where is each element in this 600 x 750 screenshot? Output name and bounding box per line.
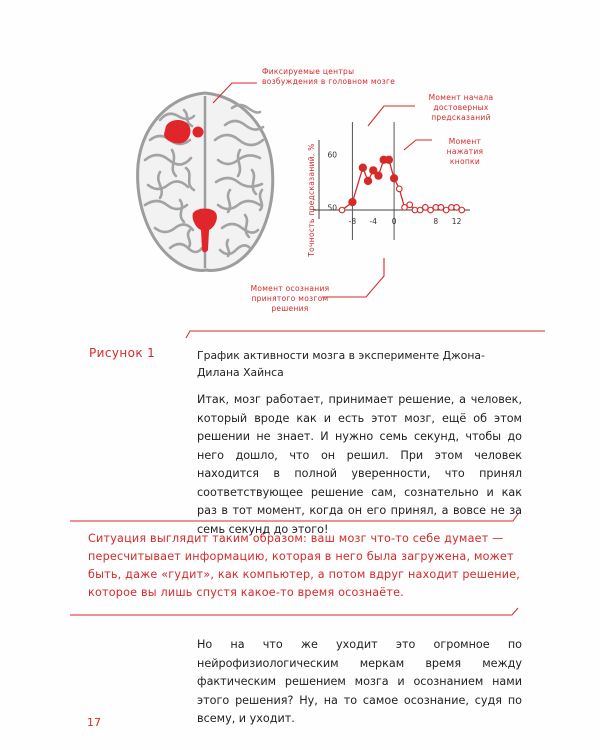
y-tick-label: 50 xyxy=(327,203,337,213)
callout-button-press: Момент нажатия кнопки xyxy=(446,137,484,166)
x-tick-label: 12 xyxy=(451,217,462,226)
x-tick-label: -8 xyxy=(348,217,357,226)
paragraph-2-text: Но на что же уходит это огромное по нейрофизиологическим меркам время между фактическим решением мозга и осознанием нами этого решения? Ну, на то самое осознание, судя по всему, и уходит. xyxy=(197,638,522,725)
paragraph-1-text: Итак, мозг работает, принимает решение, а человек, который вроде как и есть этот мозг, ещё об этом решении не знает. И нужно семь секунд, чтобы до него дошло, что он решил. При этом человек находится в полной уверенности, что принял соответствующее решение сам, сознательно и как раз в тот момент, когда он его принял, а вовсе не за семь секунд до этого! xyxy=(197,393,522,536)
y-tick-label: 60 xyxy=(327,150,337,160)
x-tick-label: 0 xyxy=(391,217,397,226)
figure-caption: График активности мозга в эксперименте Джона-Дилана Хайнса xyxy=(197,349,485,379)
callout-excitation-centers: Фиксируемые центры возбуждения в головном мозге xyxy=(262,67,396,86)
page-number: 17 xyxy=(87,716,101,729)
quote-block xyxy=(88,530,528,602)
x-tick-label: 8 xyxy=(433,217,439,226)
x-tick-label: -4 xyxy=(369,217,377,226)
quote-text: Ситуация выглядит таким образом: ваш мозг что-то себе думает — пересчитывает информацию, которая в него была загружена, может быть, даже «гудит», как компьютер, а потом вдруг находит решение, которое вы лишь спустя какое-то время осознаёте. xyxy=(88,532,521,599)
callout-prediction-start: Момент начала достоверных предсказаний xyxy=(428,93,494,122)
chart-ylabel: Точность предсказаний, % xyxy=(307,143,316,257)
callout-decision-awareness: Момент осознания принятого мозгом решения xyxy=(250,284,330,313)
figure-label: Рисунок 1 xyxy=(89,346,156,360)
paragraph-2 xyxy=(197,636,522,729)
